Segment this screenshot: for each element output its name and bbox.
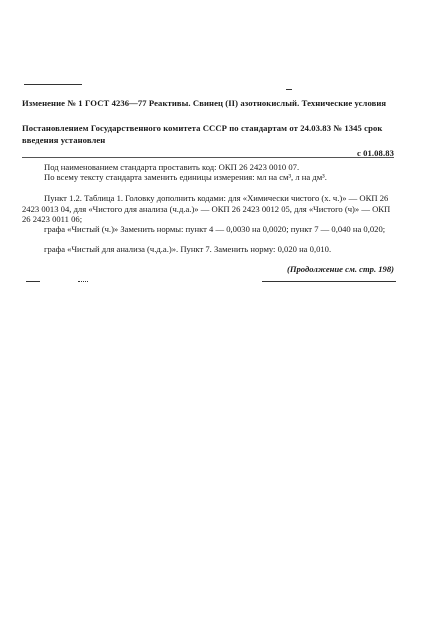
decree-text: Постановлением Государственного комитета СССР по стандартам от 24.03.83 № 1345 срок введения установлен xyxy=(22,123,383,145)
bottom-rule-left-1 xyxy=(26,281,40,282)
paragraph-units: По всему тексту стандарта заменить единицы измерения: мл на см³, л на дм³. xyxy=(44,172,327,182)
paragraph-analysis: графа «Чистый для анализа (ч.д.а.)». Пункт 7. Заменить норму: 0,020 на 0,010. xyxy=(44,244,332,254)
top-rule-right xyxy=(286,89,292,90)
paragraph-table: Пункт 1.2. Таблица 1. Головку дополнить кодами: для «Химически чистого (х. ч.)» — ОКП 26 2423 0013 04, для «Чистого для анализа (ч.д.а.)» — ОКП 26 2423 0012 05, для «Чистого (ч)» — ОКП 26 2423 0011 06; xyxy=(22,193,391,225)
bottom-rule-right xyxy=(262,281,396,282)
paragraph-code: Под наименованием стандарта проставить код: ОКП 26 2423 0010 07. xyxy=(44,162,300,172)
bottom-rule-left-2 xyxy=(78,281,88,282)
effective-date: с 01.08.83 xyxy=(356,148,394,158)
paragraph-pure: графа «Чистый (ч.)» Заменить нормы: пункт 4 — 0,0030 на 0,0020; пункт 7 — 0,040 на 0,020; xyxy=(44,224,386,234)
amendment-title: Изменение № 1 ГОСТ 4236—77 Реактивы. Свинец (II) азотнокислый. Технические условия xyxy=(22,98,387,108)
continuation-note: (Продолжение см. стр. 198) xyxy=(286,264,394,274)
top-rule-left xyxy=(24,84,82,85)
date-underline xyxy=(22,157,394,158)
